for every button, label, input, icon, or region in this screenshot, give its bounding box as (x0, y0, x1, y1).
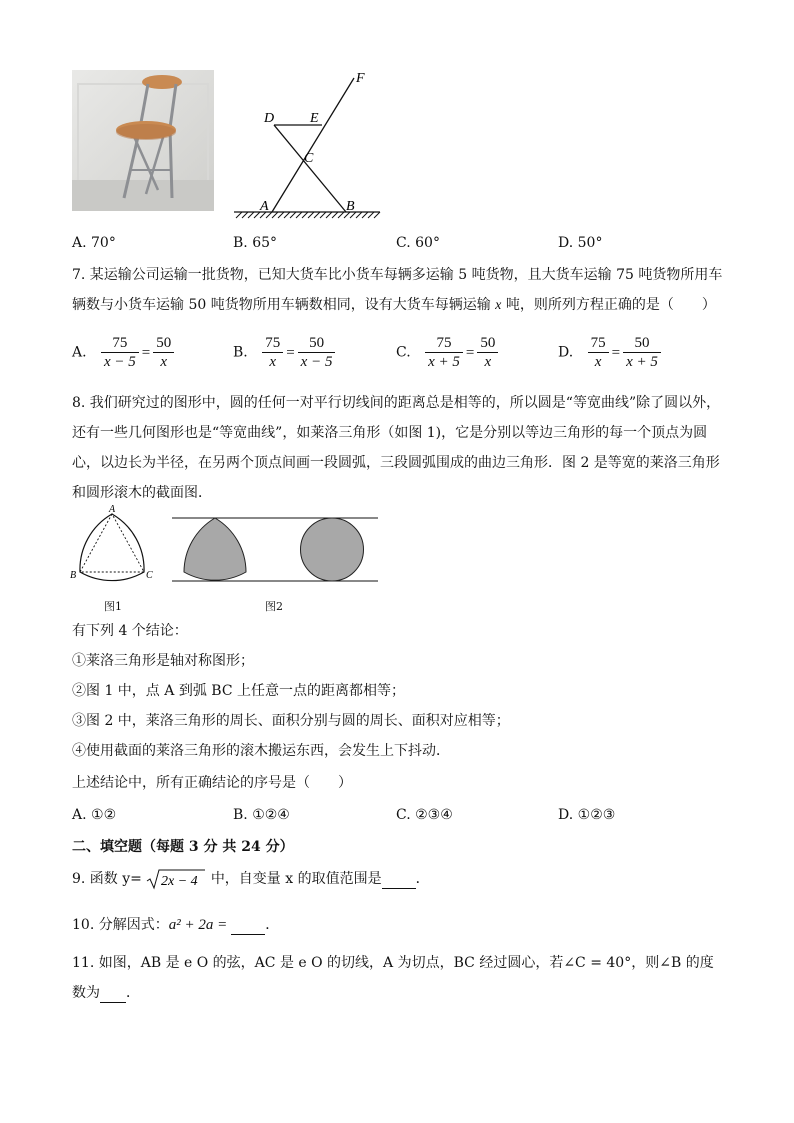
q6-option-b[interactable]: B. 65° (233, 235, 278, 251)
q8-stem-line1: 8. 我们研究过的图形中，圆的任何一对平行切线间的距离总是相等的，所以圆是“等宽曲线”除了圆以外， (72, 395, 721, 411)
q8-stem-line2: 还有一些几何图形也是“等宽曲线”，如莱洛三角形（如图 1)，它是分别以等边三角形的每一个顶点为圆 (72, 425, 708, 441)
q8-option-c[interactable]: C. ②③④ (396, 807, 453, 823)
q9-stem: 9. 函数 y= 2x − 4 中，自变量 x 的取值范围是 ． (72, 868, 430, 894)
q8-conclusion-3: ③图 2 中，莱洛三角形的周长、面积分别与圆的周长、面积对应相等； (72, 713, 510, 729)
section-heading: 二、填空题（每题 3 分 共 24 分） (72, 839, 294, 855)
chair-photo (72, 70, 214, 211)
label-A: A (260, 199, 269, 214)
q7-option-d[interactable]: D. $\frac{75}{x}$ = $\frac{50}{x + 5}$ (558, 334, 661, 371)
reuleaux-figure-1 (66, 504, 166, 594)
reuleaux-figure-2 (170, 512, 382, 588)
label-F: F (356, 71, 365, 86)
q6-option-d[interactable]: D. 50° (558, 235, 603, 251)
sqrt-radicand: 2x − 4 (161, 874, 199, 889)
answer-blank[interactable] (382, 870, 416, 889)
label-C: C (304, 151, 314, 166)
label-E: E (310, 111, 319, 126)
q8-conclusion-1: ①莱洛三角形是轴对称图形； (72, 653, 254, 669)
q7-stem-line1: 7. 某运输公司运输一批货物，已知大货车比小货车每辆多运输 5 吨货物，且大货车运输 75 吨货物所用车 (72, 267, 723, 283)
answer-blank[interactable] (100, 984, 126, 1003)
label-B: B (346, 199, 355, 214)
q8-intro: 有下列 4 个结论： (72, 623, 188, 639)
fig1-caption: 图1 (104, 600, 122, 613)
fig2-caption: 图2 (265, 600, 283, 613)
q8-option-a[interactable]: A. ①② (72, 807, 117, 823)
q11-stem-line1: 11. 如图，AB 是 e O 的弦，AC 是 e O 的切线，A 为切点，BC 经过圆心，若∠C = 40°，则∠B 的度 (72, 955, 714, 971)
fig1-label-A: A (109, 504, 116, 515)
q8-stem-line3: 心，以边长为半径，在另两个顶点间画一段圆弧，三段圆弧围成的曲边三角形．图 2 是等宽的莱洛三角形 (72, 455, 720, 471)
sqrt-expression (146, 868, 206, 890)
q7-option-a[interactable]: A. $\frac{75}{x - 5}$ = $\frac{50}{x}$ (72, 334, 174, 371)
fig1-label-B: B (70, 570, 77, 581)
fig1-label-C: C (146, 570, 153, 581)
q7-option-b[interactable]: B. $\frac{75}{x}$ = $\frac{50}{x - 5}$ (233, 334, 335, 371)
q8-conclusion-4: ④使用截面的莱洛三角形的滚木搬运东西，会发生上下抖动． (72, 743, 450, 759)
q11-stem-line2: 数为 ． (72, 985, 140, 1001)
q8-conclusion-2: ②图 1 中，点 A 到弧 BC 上任意一点的距离都相等； (72, 683, 405, 699)
q7-option-c[interactable]: C. $\frac{75}{x + 5}$ = $\frac{50}{x}$ (396, 334, 498, 371)
q6-option-a[interactable]: A. 70° (72, 235, 116, 251)
q8-option-b[interactable]: B. ①②④ (233, 807, 290, 823)
q8-stem-line4: 和圆形滚木的截面图． (72, 485, 212, 501)
q8-option-d[interactable]: D. ①②③ (558, 807, 616, 823)
q6-geometry-figure (230, 70, 390, 220)
q7-stem-line2: 辆数与小货车运输 50 吨货物所用车辆数相同，设有大货车每辆运输 x 吨，则所列方程正确的是（ ） (72, 297, 716, 313)
q10-stem: 10. 分解因式：a² + 2a = ． (72, 917, 280, 933)
answer-blank[interactable] (231, 916, 265, 935)
label-D: D (264, 111, 275, 126)
q8-question: 上述结论中，所有正确结论的序号是（ ） (72, 775, 352, 791)
q6-option-c[interactable]: C. 60° (396, 235, 440, 251)
